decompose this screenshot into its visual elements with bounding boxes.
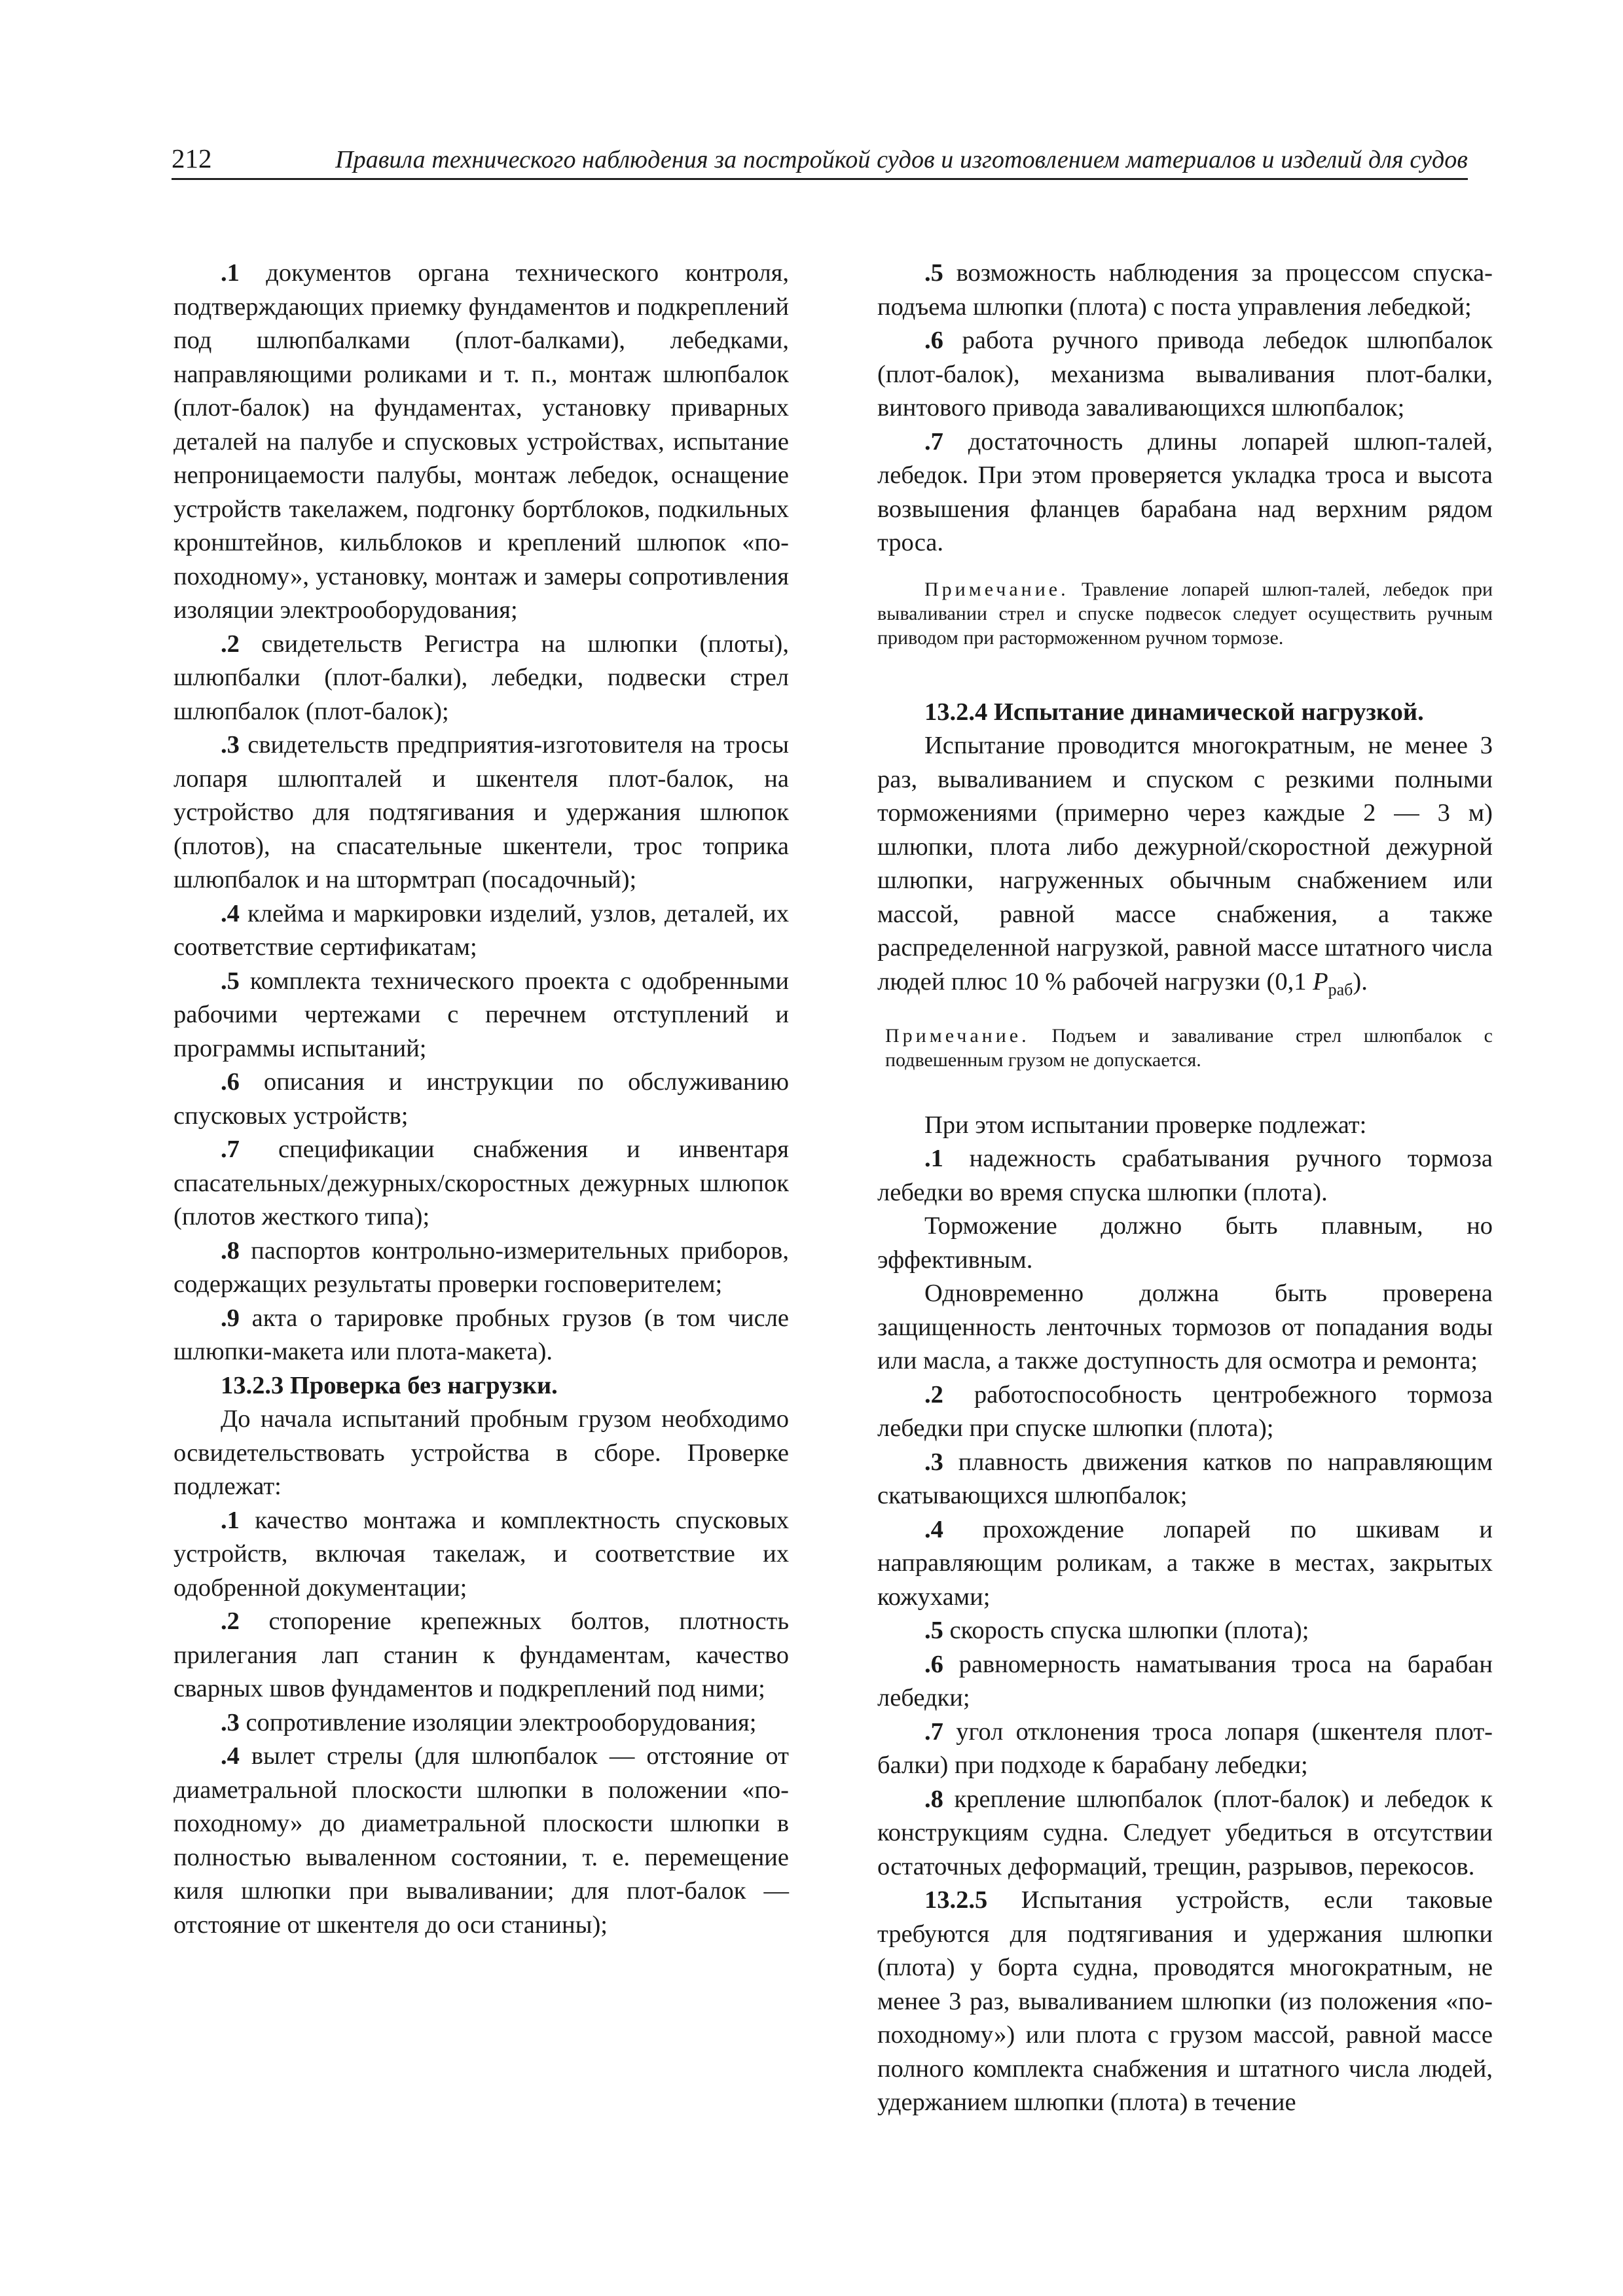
list-item: .9 акта о тарировке пробных грузов (в том числе шлюпки-макета или плота-макета). bbox=[173, 1304, 789, 1365]
note: Примечание. Травление лопарей шлюп-талей, лебедок при вываливании стрел и спуске подвесок следует осуществить ручным приводом при расторможенном ручном тормозе. bbox=[877, 578, 1493, 649]
section-heading-13-2-3: 13.2.3 Проверка без нагрузки. bbox=[221, 1371, 558, 1399]
list-item: .3 плавность движения катков по направляющим скатывающихся шлюпбалок; bbox=[877, 1448, 1493, 1510]
list-item: .1 документов органа технического контроля, подтверждающих приемку фундаментов и подкреплений под шлюпбалками (плот-балками), лебедками, направляющими роликами и т. п., монтаж шлюпбалок (плот-балок) на фундаментах, установку приварных деталей на палубе и спусковых устройствах, испытание непроницаемости палубы, монтаж лебедок, оснащение устройств такелажем, подгонку бортблоков, подкильных кронштейнов, кильблоков и креплений шлюпок «по-походному», установку, монтаж и замеры сопротивления изоляции электрооборудования; bbox=[173, 259, 789, 624]
note: Примечание. Подъем и заваливание стрел шлюпбалок с подвешенным грузом не допускается. bbox=[885, 1024, 1493, 1071]
paragraph: При этом испытании проверке подлежат: bbox=[924, 1111, 1367, 1139]
paragraph: Торможение должно быть плавным, но эффективным. bbox=[877, 1212, 1493, 1274]
list-item: .3 сопротивление изоляции электрооборудования; bbox=[221, 1708, 757, 1736]
list-item: .8 паспортов контрольно-измерительных приборов, содержащих результаты проверки госповерителем; bbox=[173, 1236, 789, 1298]
page-header bbox=[172, 143, 1468, 180]
list-item: .5 комплекта технического проекта с одобренными рабочими чертежами с перечнем отступлений и программы испытаний; bbox=[173, 967, 789, 1062]
list-item: .1 надежность срабатывания ручного тормоза лебедки во время спуска шлюпки (плота). bbox=[877, 1145, 1493, 1206]
list-item: .4 вылет стрелы (для шлюпбалок — отстояние от диаметральной плоскости шлюпки в положении «по-походному» до диаметральной плоскости шлюпки в полностью вываленном состоянии, т. е. перемещение киля шлюпки при вываливании; для плот-балок — отстояние от шкентеля до оси станины); bbox=[173, 1742, 789, 1939]
list-item: .8 крепление шлюпбалок (плот-балок) и лебедок к конструкциям судна. Следует убедиться в отсутствии остаточных деформаций, трещин, разрывов, перекосов. bbox=[877, 1785, 1493, 1880]
page-number: 212 bbox=[172, 143, 212, 173]
list-item: .6 равномерность наматывания троса на барабан лебедки; bbox=[877, 1650, 1493, 1712]
paragraph: До начала испытаний пробным грузом необходимо освидетельствовать устройства в сборе. Проверке подлежат: bbox=[173, 1405, 789, 1500]
list-item: .7 угол отклонения троса лопаря (шкентеля плот-балки) при подходе к барабану лебедки; bbox=[877, 1717, 1493, 1780]
section-13-2-5: 13.2.5 Испытания устройств, если таковые требуются для подтягивания и удержания шлюпки (плота) у борта судна, проводятся многократным, не менее 3 раз, вываливанием шлюпки (из положения «по-походному») или плота с грузом массой, равной массе полного комплекта снабжения и штатного числа людей, удержанием шлюпки (плота) в течение bbox=[877, 1886, 1493, 2117]
list-item: .2 свидетельств Регистра на шлюпки (плоты), шлюпбалки (плот-балки), лебедки, подвески стрел шлюпбалок (плот-балок); bbox=[173, 630, 789, 725]
list-item: .4 клейма и маркировки изделий, узлов, деталей, их соответствие сертификатам; bbox=[173, 899, 789, 961]
running-title: Правила технического наблюдения за постройкой судов и изготовлением материалов и изделий для судов bbox=[335, 146, 1468, 173]
list-item: .2 стопорение крепежных болтов, плотность прилегания лап станин к фундаментам, качество сварных швов фундаментов и подкреплений под ними; bbox=[173, 1607, 789, 1702]
list-item: .4 прохождение лопарей по шкивам и направляющим роликам, а также в местах, закрытых кожухами; bbox=[877, 1515, 1493, 1611]
paragraph: Испытание проводится многократным, не менее 3 раз, вываливанием и спуском с резкими полными торможениями (примерно через каждые 2 — 3 м) шлюпки, плота либо дежурной/скоростной дежурной шлюпки, нагруженных обычным снабжением или массой, равной массе снабжения, а также распределенной нагрузкой, равной массе штатного числа людей плюс 10 % рабочей нагрузки (0,1 $P_{раб}$). bbox=[877, 732, 1493, 999]
right-column bbox=[877, 257, 1493, 2120]
list-item: .6 описания и инструкции по обслуживанию спусковых устройств; bbox=[173, 1068, 789, 1130]
list-item: .5 возможность наблюдения за процессом спуска-подъема шлюпки (плота) с поста управления лебедкой; bbox=[877, 259, 1493, 321]
section-heading-13-2-4: 13.2.4 Испытание динамической нагрузкой. bbox=[924, 698, 1424, 726]
left-column bbox=[173, 257, 789, 1942]
list-item: .5 скорость спуска шлюпки (плота); bbox=[924, 1617, 1309, 1645]
list-item: .6 работа ручного привода лебедок шлюпбалок (плот-балок), механизма вываливания плот-балки, винтового привода заваливающихся шлюпбалок; bbox=[877, 327, 1493, 422]
list-item: .7 спецификации снабжения и инвентаря спасательных/дежурных/скоростных дежурных шлюпок (плотов жесткого типа); bbox=[173, 1136, 789, 1230]
list-item: .2 работоспособность центробежного тормоза лебедки при спуске шлюпки (плота); bbox=[877, 1380, 1493, 1443]
list-item: .3 свидетельств предприятия-изготовителя на тросы лопаря шлюпталей и шкентеля плот-балок, на устройство для подтягивания и удержания шлюпок (плотов), на спасательные шкентели, трос топрика шлюпбалок и на штормтрап (посадочный); bbox=[173, 731, 789, 893]
list-item: .1 качество монтажа и комплектность спусковых устройств, включая такелаж, и соответствие их одобренной документации; bbox=[173, 1506, 789, 1602]
paragraph: Одновременно должна быть проверена защищенность ленточных тормозов от попадания воды или масла, а также доступность для осмотра и ремонта; bbox=[877, 1280, 1493, 1375]
list-item: .7 достаточность длины лопарей шлюп-талей, лебедок. При этом проверяется укладка троса и высота возвышения фланцев барабана над верхним рядом троса. bbox=[877, 427, 1493, 556]
